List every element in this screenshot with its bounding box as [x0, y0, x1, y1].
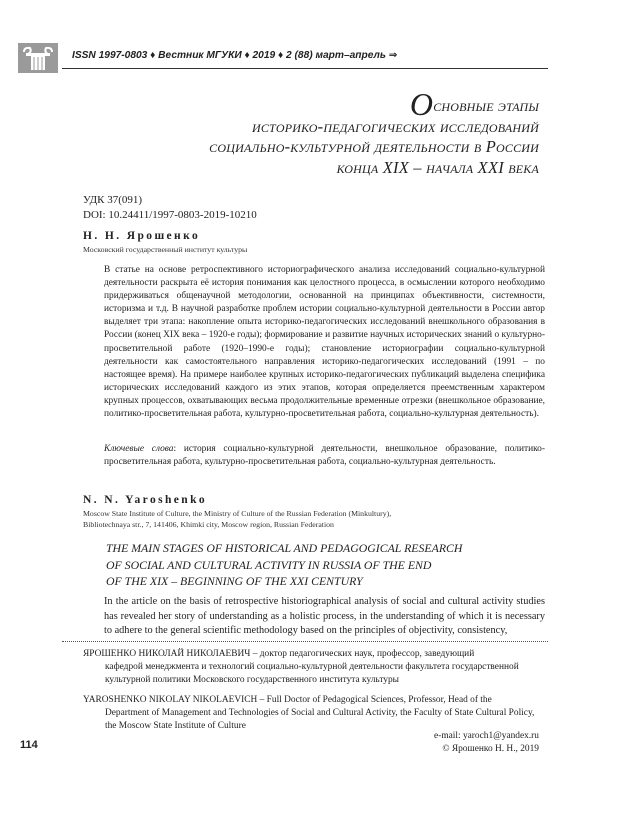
abstract-ru: В статье на основе ретроспективного историографического анализа исследований социально-культурной деятельности раскрыта её история понимания как целостного процесса, в осмыслении которого необходимо придерживаться общенаучной методологии, основанной на принципах объективности, системности, историзма и т.д. В научной разработке проблем истории социально-культурной деятельности в России автор выделяет три этапа: накопление опыта историко-педагогических исследований внешкольного образования в России (конец XIX века – 1920-е годы); формирование и развитие научных исторических знаний о культурно-просветительной работе (1920–1990-е годы); становление историографии социально-культурной деятельности как самостоятельного направления историко-педагогических исследований (1991 – по настоящее время). На примере наиболее крупных историко-педагогических публикаций выделена специфика исторических исследований каждого из этих этапов, которая определяется преемственным характером крупных процессов, охватывающих весьма продолжительные временные отрезки (внешкольное образование, политико-просветительная работа, культурно-просветительная работа, социально-культурная деятельность). — [104, 265, 545, 420]
author-name-en: N. N. Yaroshenko — [83, 494, 208, 506]
footnote-divider — [62, 641, 548, 642]
author-note-en-body: Department of Management and Technologies of Social and Cultural Activity, the Faculty of State Cultural Policy, the Moscow State Institute of Culture — [105, 708, 535, 732]
title-drop-cap: О — [409, 86, 434, 122]
article-title-ru — [79, 86, 539, 178]
affiliation-en-line-1: Moscow State Institute of Culture, the Ministry of Culture of the Russian Federation (Minkultury), — [83, 509, 392, 518]
keywords-text: : история социально-культурной деятельности, внешкольное образование, политико-просветительная работа, культурно-просветительная работа, социально-культурная деятельность. — [104, 444, 545, 468]
abstract-en: In the article on the basis of retrospective historiographical analysis of social and cultural activity studies has revealed her story of understanding as a holistic process, in the understanding of which it is necessary to adhere to the general scientific methodology based on the principles of objectivity, consistency, — [104, 596, 545, 636]
title-en-line-1: THE MAIN STAGES OF HISTORICAL AND PEDAGOGICAL RESEARCH — [106, 541, 463, 555]
author-note-ru-body: кафедрой менеджмента и технологий социально-культурной деятельности факультета государственной культурной политики Московского государственного института культуры — [105, 662, 519, 686]
keywords-ru — [104, 443, 545, 469]
title-en-line-2: OF SOCIAL AND CULTURAL ACTIVITY IN RUSSIA OF THE END — [106, 557, 432, 572]
copyright-notice: © Ярошенко Н. Н., 2019 — [442, 744, 539, 754]
doi-link[interactable]: DOI: 10.24411/1997-0803-2019-10210 — [83, 209, 257, 221]
udk-code: УДК 37(091) — [83, 194, 143, 206]
author-note-en — [83, 694, 543, 734]
header-divider — [62, 68, 548, 69]
author-name-ru: Н. Н. Ярошенко — [83, 230, 201, 242]
title-line-2: историко-педагогических исследований — [251, 116, 539, 136]
title-line-4: конца XIX – начала XXI века — [336, 157, 539, 177]
article-title-en — [106, 540, 546, 590]
author-note-ru — [83, 648, 543, 688]
journal-header: ISSN 1997-0803 ♦ Вестник МГУКИ ♦ 2019 ♦ 2 (88) март–апрель ⇒ — [72, 50, 398, 61]
author-affiliation-ru: Московский государственный институт культуры — [83, 245, 248, 254]
keywords-label: Ключевые слова — [104, 444, 174, 454]
title-en-line-3: OF THE XIX – BEGINNING OF THE XXI CENTURY — [106, 574, 363, 588]
affiliation-en-line-2: Bibliotechnaya str., 7, 141406, Khimki city, Moscow region, Russian Federation — [83, 520, 334, 529]
title-line-3: социально-культурной деятельности в России — [209, 137, 539, 156]
title-line-1 — [79, 86, 539, 122]
author-affiliation-en — [83, 508, 543, 530]
title-first-line-rest: сновные этапы — [433, 96, 539, 115]
column-capital-icon — [18, 43, 58, 73]
author-note-en-head: YAROSHENKO NIKOLAY NIKOLAEVICH – Full Doctor of Pedagogical Sciences, Professor, Head of the — [83, 695, 492, 705]
author-email[interactable]: e-mail: yaroch1@yandex.ru — [434, 731, 539, 741]
page-number: 114 — [20, 739, 38, 751]
author-note-ru-head: ЯРОШЕНКО НИКОЛАЙ НИКОЛАЕВИЧ – доктор педагогических наук, профессор, заведующий — [83, 649, 475, 659]
